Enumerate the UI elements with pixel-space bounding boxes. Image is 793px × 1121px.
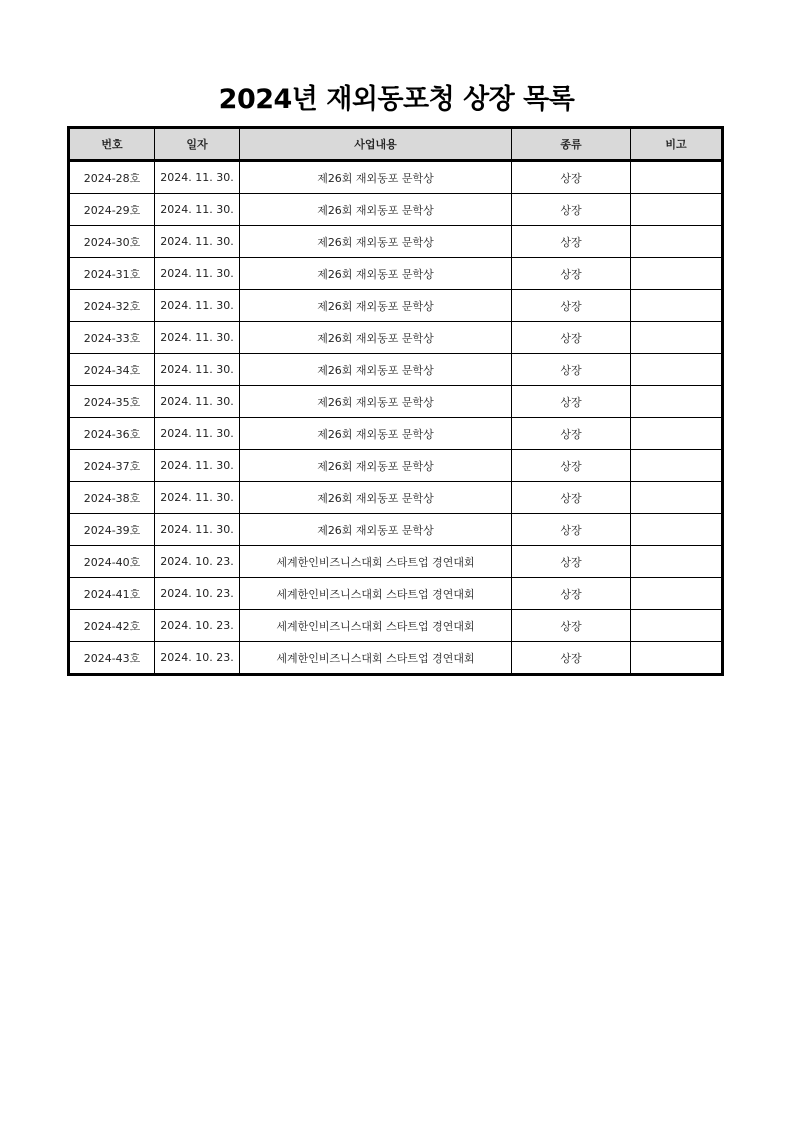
table-row (69, 290, 723, 322)
cell-content: 세계한인비즈니스대회 스타트업 경연대회 (240, 642, 512, 675)
table-body (69, 161, 723, 675)
cell-number: 2024-40호 (69, 546, 155, 578)
header-row (69, 128, 723, 161)
table-row (69, 386, 723, 418)
table-row (69, 610, 723, 642)
cell-date: 2024. 11. 30. (155, 450, 240, 482)
cell-note (631, 610, 723, 642)
cell-type: 상장 (512, 578, 631, 610)
award-list-table (67, 126, 724, 676)
cell-number: 2024-28호 (69, 161, 155, 194)
cell-date: 2024. 11. 30. (155, 514, 240, 546)
cell-type: 상장 (512, 322, 631, 354)
cell-content: 제26회 재외동포 문학상 (240, 161, 512, 194)
cell-date: 2024. 11. 30. (155, 386, 240, 418)
cell-date: 2024. 10. 23. (155, 642, 240, 675)
cell-note (631, 161, 723, 194)
cell-note (631, 354, 723, 386)
document-title: 2024년 재외동포청 상장 목록 (218, 84, 575, 115)
header-type: 종류 (512, 128, 631, 161)
table-row (69, 482, 723, 514)
cell-date: 2024. 11. 30. (155, 226, 240, 258)
cell-number: 2024-42호 (69, 610, 155, 642)
table-row (69, 161, 723, 194)
cell-type: 상장 (512, 514, 631, 546)
cell-content: 제26회 재외동포 문학상 (240, 386, 512, 418)
cell-number: 2024-38호 (69, 482, 155, 514)
cell-note (631, 482, 723, 514)
table-header (69, 128, 723, 161)
cell-date: 2024. 11. 30. (155, 418, 240, 450)
cell-note (631, 194, 723, 226)
cell-type: 상장 (512, 290, 631, 322)
cell-number: 2024-39호 (69, 514, 155, 546)
cell-note (631, 322, 723, 354)
cell-content: 제26회 재외동포 문학상 (240, 482, 512, 514)
cell-number: 2024-33호 (69, 322, 155, 354)
table-row (69, 354, 723, 386)
cell-date: 2024. 11. 30. (155, 354, 240, 386)
cell-type: 상장 (512, 482, 631, 514)
cell-content: 제26회 재외동포 문학상 (240, 258, 512, 290)
table-row (69, 546, 723, 578)
cell-date: 2024. 11. 30. (155, 194, 240, 226)
cell-number: 2024-37호 (69, 450, 155, 482)
cell-note (631, 450, 723, 482)
table-row (69, 226, 723, 258)
header-note: 비고 (631, 128, 723, 161)
cell-content: 제26회 재외동포 문학상 (240, 418, 512, 450)
cell-type: 상장 (512, 386, 631, 418)
cell-content: 제26회 재외동포 문학상 (240, 450, 512, 482)
cell-date: 2024. 11. 30. (155, 258, 240, 290)
table-row (69, 322, 723, 354)
table-row (69, 450, 723, 482)
cell-type: 상장 (512, 258, 631, 290)
header-date: 일자 (155, 128, 240, 161)
cell-type: 상장 (512, 450, 631, 482)
table-row (69, 194, 723, 226)
cell-type: 상장 (512, 418, 631, 450)
table-row (69, 258, 723, 290)
cell-content: 세계한인비즈니스대회 스타트업 경연대회 (240, 578, 512, 610)
cell-date: 2024. 11. 30. (155, 290, 240, 322)
cell-content: 제26회 재외동포 문학상 (240, 194, 512, 226)
table-row (69, 514, 723, 546)
cell-content: 제26회 재외동포 문학상 (240, 322, 512, 354)
cell-number: 2024-29호 (69, 194, 155, 226)
cell-type: 상장 (512, 161, 631, 194)
cell-date: 2024. 10. 23. (155, 546, 240, 578)
cell-note (631, 290, 723, 322)
header-content: 사업내용 (240, 128, 512, 161)
header-number: 번호 (69, 128, 155, 161)
cell-number: 2024-36호 (69, 418, 155, 450)
cell-number: 2024-41호 (69, 578, 155, 610)
cell-type: 상장 (512, 354, 631, 386)
cell-type: 상장 (512, 194, 631, 226)
cell-type: 상장 (512, 610, 631, 642)
cell-content: 세계한인비즈니스대회 스타트업 경연대회 (240, 546, 512, 578)
table-row (69, 578, 723, 610)
cell-number: 2024-32호 (69, 290, 155, 322)
cell-type: 상장 (512, 546, 631, 578)
cell-date: 2024. 10. 23. (155, 578, 240, 610)
table-row (69, 418, 723, 450)
cell-content: 세계한인비즈니스대회 스타트업 경연대회 (240, 610, 512, 642)
cell-note (631, 642, 723, 675)
cell-number: 2024-34호 (69, 354, 155, 386)
cell-type: 상장 (512, 226, 631, 258)
cell-number: 2024-30호 (69, 226, 155, 258)
cell-content: 제26회 재외동포 문학상 (240, 354, 512, 386)
cell-date: 2024. 11. 30. (155, 322, 240, 354)
cell-content: 제26회 재외동포 문학상 (240, 514, 512, 546)
table-row (69, 642, 723, 675)
cell-date: 2024. 11. 30. (155, 161, 240, 194)
cell-note (631, 258, 723, 290)
cell-note (631, 546, 723, 578)
cell-number: 2024-43호 (69, 642, 155, 675)
cell-note (631, 578, 723, 610)
cell-content: 제26회 재외동포 문학상 (240, 226, 512, 258)
cell-content: 제26회 재외동포 문학상 (240, 290, 512, 322)
cell-note (631, 386, 723, 418)
cell-number: 2024-35호 (69, 386, 155, 418)
cell-date: 2024. 10. 23. (155, 610, 240, 642)
cell-number: 2024-31호 (69, 258, 155, 290)
cell-type: 상장 (512, 642, 631, 675)
cell-note (631, 418, 723, 450)
cell-note (631, 226, 723, 258)
cell-date: 2024. 11. 30. (155, 482, 240, 514)
cell-note (631, 514, 723, 546)
